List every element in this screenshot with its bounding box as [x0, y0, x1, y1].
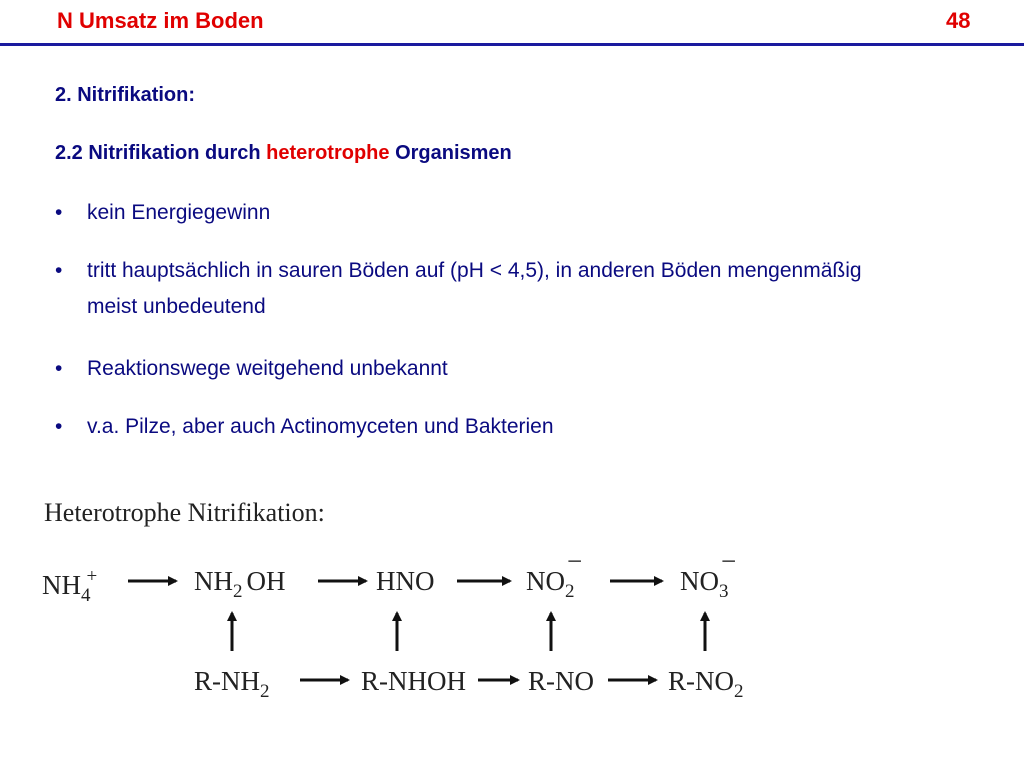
scheme-title: Heterotrophe Nitrifikation:: [44, 498, 325, 527]
subheading-post: Organismen: [395, 142, 512, 164]
subheading-highlight: heterotrophe: [266, 142, 390, 164]
section-heading: 2. Nitrifikation:: [55, 84, 196, 106]
bullet-marker: •: [55, 415, 63, 438]
slide-title: N Umsatz im Boden: [57, 8, 264, 33]
bullet-text: Reaktionswege weitgehend unbekannt: [87, 357, 448, 380]
species-no3: $NO_3$ −: [680, 546, 737, 602]
subheading-pre: 2.2 Nitrifikation durch: [55, 142, 261, 164]
bullet-text: v.a. Pilze, aber auch Actinomyceten und Bakterien: [87, 415, 554, 438]
bullet-marker: •: [55, 259, 63, 282]
species-r-no2: $R-NO_2$: [668, 666, 744, 702]
species-nh4: $NH_4^+$: [42, 566, 98, 606]
bullet-marker: •: [55, 357, 63, 380]
species-r-no: R-NO: [528, 666, 594, 696]
bullet-text: kein Energiegewinn: [87, 201, 271, 224]
species-hno: HNO: [376, 566, 435, 596]
slide-number: 48: [946, 8, 971, 33]
species-r-nhoh: R-NHOH: [361, 666, 466, 696]
bullet-text: tritt hauptsächlich in sauren Böden auf (pH < 4,5), in anderen Böden mengenmäßig meist unbedeutend: [87, 259, 862, 318]
bullet-marker: •: [55, 201, 63, 224]
species-nh2oh: $NH_2$ OH: [194, 566, 286, 602]
species-no2: $NO_2$ −: [526, 546, 583, 602]
species-r-nh2: $R-NH_2$: [194, 666, 270, 702]
